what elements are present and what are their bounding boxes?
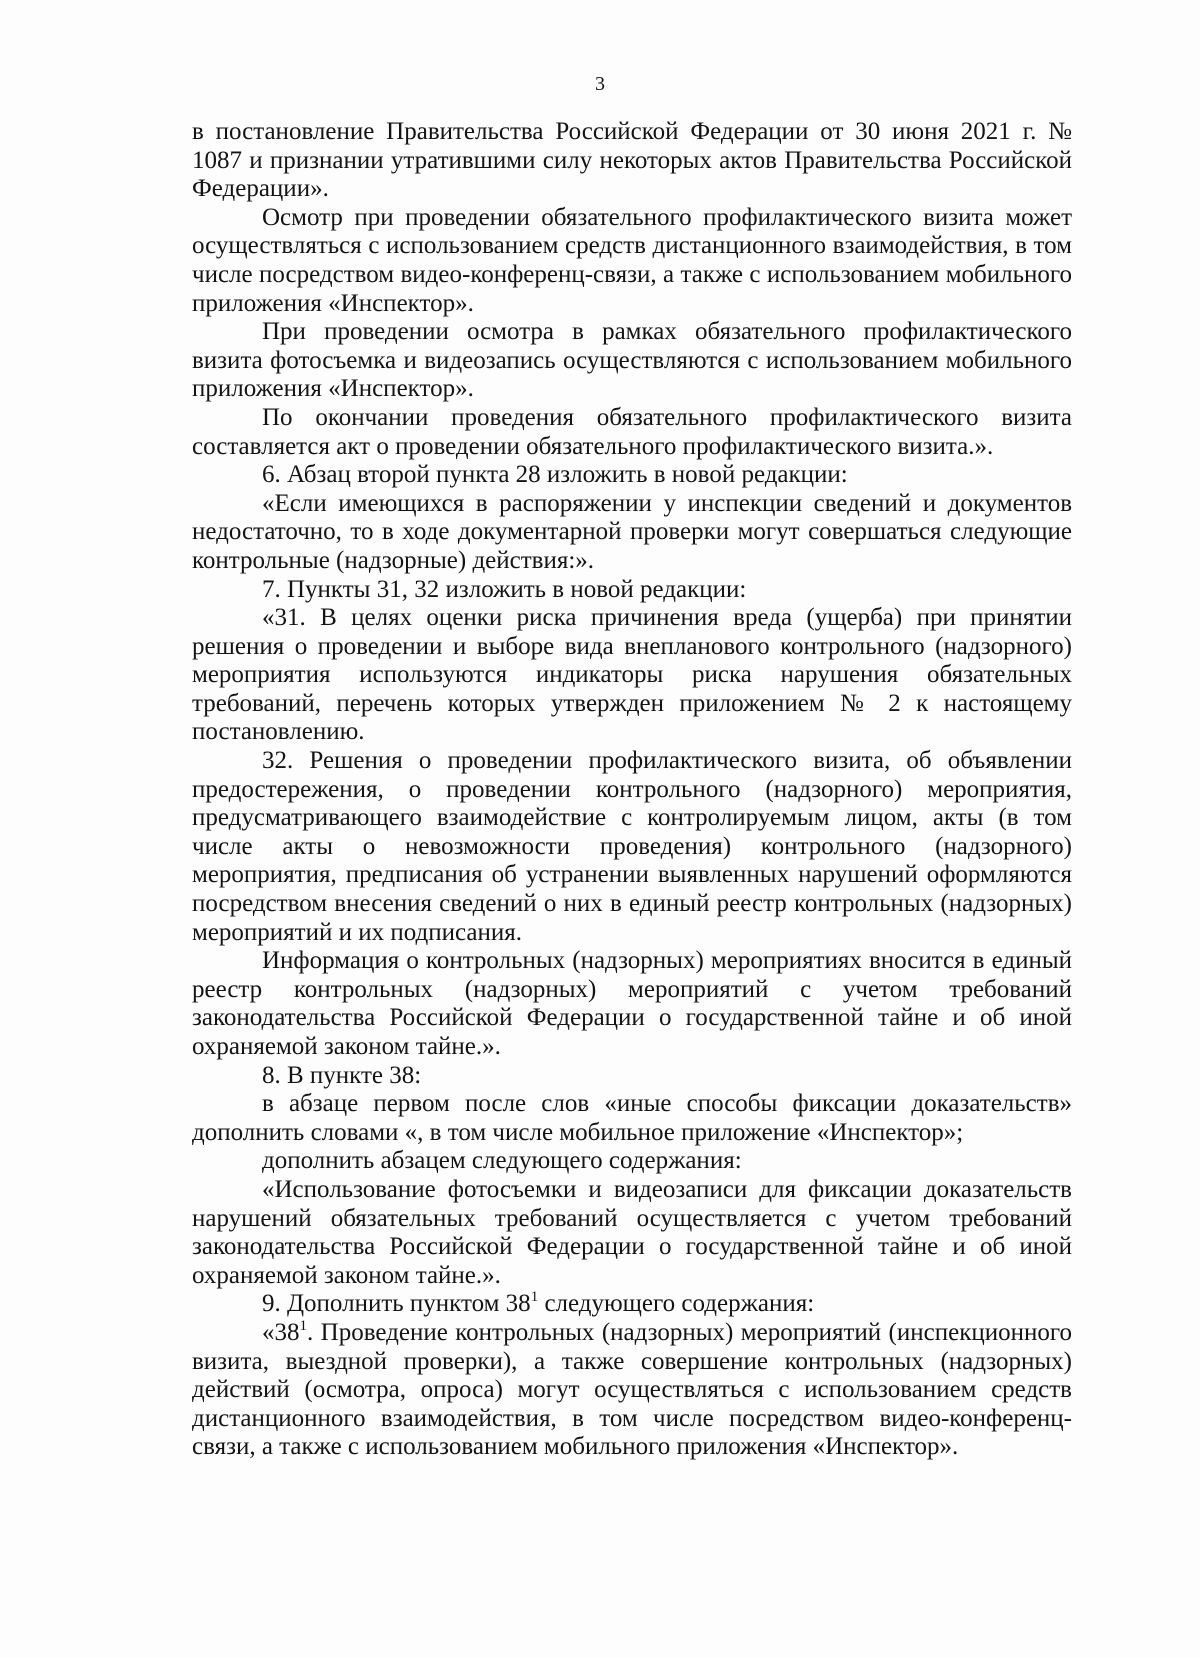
paragraph: «Если имеющихся в распоряжении у инспекции сведений и документов недостаточно, то в ходе документарной проверки могут совершаться следующие контрольные (надзорные) действия:». — [192, 489, 1072, 574]
text-run: «38 — [262, 1318, 300, 1346]
text-run: . Проведение контрольных (надзорных) мероприятий (инспекционного визита, выездной проверки), а также совершение контрольных (надзорных) действий (осмотра, опроса) могут осуществляться с использованием средств дистанционного взаимодействия, в том числе посредством видео-конференц-связи, а также с использованием мобильного приложения «Инспектор». — [192, 1318, 1072, 1461]
document-body — [192, 118, 1072, 1462]
text-run: 9. Дополнить пунктом 38 — [262, 1290, 531, 1318]
page-number: 3 — [595, 73, 605, 95]
superscript: 1 — [299, 1317, 307, 1334]
paragraph: По окончании проведения обязательного профилактического визита составляется акт о проведении обязательного профилактического визита.». — [192, 403, 1072, 460]
superscript: 1 — [530, 1289, 539, 1306]
paragraph-item-38-1 — [192, 1319, 1072, 1462]
paragraph-item-9 — [192, 1290, 1072, 1319]
paragraph: 8. В пункте 38: — [262, 1061, 422, 1089]
paragraph: Информация о контрольных (надзорных) мероприятиях вносится в единый реестр контрольных (надзорных) мероприятий с учетом требований законодательства Российской Федерации о государственной тайне и об иной охраняемой законом тайне.». — [192, 947, 1072, 1060]
paragraph: 6. Абзац второй пункта 28 изложить в новой редакции: — [262, 461, 848, 489]
paragraph: При проведении осмотра в рамках обязательного профилактического визита фотосъемка и видеозапись осуществляются с использованием мобильного приложения «Инспектор». — [192, 318, 1072, 403]
paragraph: 7. Пункты 31, 32 изложить в новой редакции: — [262, 575, 747, 603]
paragraph: 32. Решения о проведении профилактического визита, об объявлении предостережения, о проведении контрольного (надзорного) мероприятия, предусматривающего взаимодействие с контролируемым лицом, акты (в том числе акты о невозможности проведения) контрольного (надзорного) мероприятия, предписания об устранении выявленных нарушений оформляются посредством внесения сведений о них в единый реестр контрольных (надзорных) мероприятий и их подписания. — [192, 747, 1072, 946]
paragraph: Осмотр при проведении обязательного профилактического визита может осуществляться с использованием средств дистанционного взаимодействия, в том числе посредством видео-конференц-связи, а также с использованием мобильного приложения «Инспектор». — [192, 203, 1072, 317]
paragraph: в абзаце первом после слов «иные способы фиксации доказательств» дополнить словами «, в том числе мобильное приложение «Инспектор»; — [192, 1090, 1072, 1146]
paragraph: дополнить абзацем следующего содержания: — [262, 1147, 742, 1175]
text-run: следующего содержания: — [538, 1290, 815, 1318]
paragraph: «31. В целях оценки риска причинения вреда (ущерба) при принятии решения о проведении и выборе вида внепланового контрольного (надзорного) мероприятия используются индикаторы риска нарушения обязательных требований, перечень которых утвержден приложением № 2 к настоящему постановлению. — [192, 604, 1072, 746]
paragraph: в постановление Правительства Российской Федерации от 30 июня 2021 г. № 1087 и признании утратившими силу некоторых актов Правительства Российской Федерации». — [192, 118, 1072, 203]
paragraph: «Использование фотосъемки и видеозаписи для фиксации доказательств нарушений обязательных требований осуществляется с учетом требований законодательства Российской Федерации о государственной тайне и об иной охраняемой законом тайне.». — [192, 1175, 1072, 1289]
